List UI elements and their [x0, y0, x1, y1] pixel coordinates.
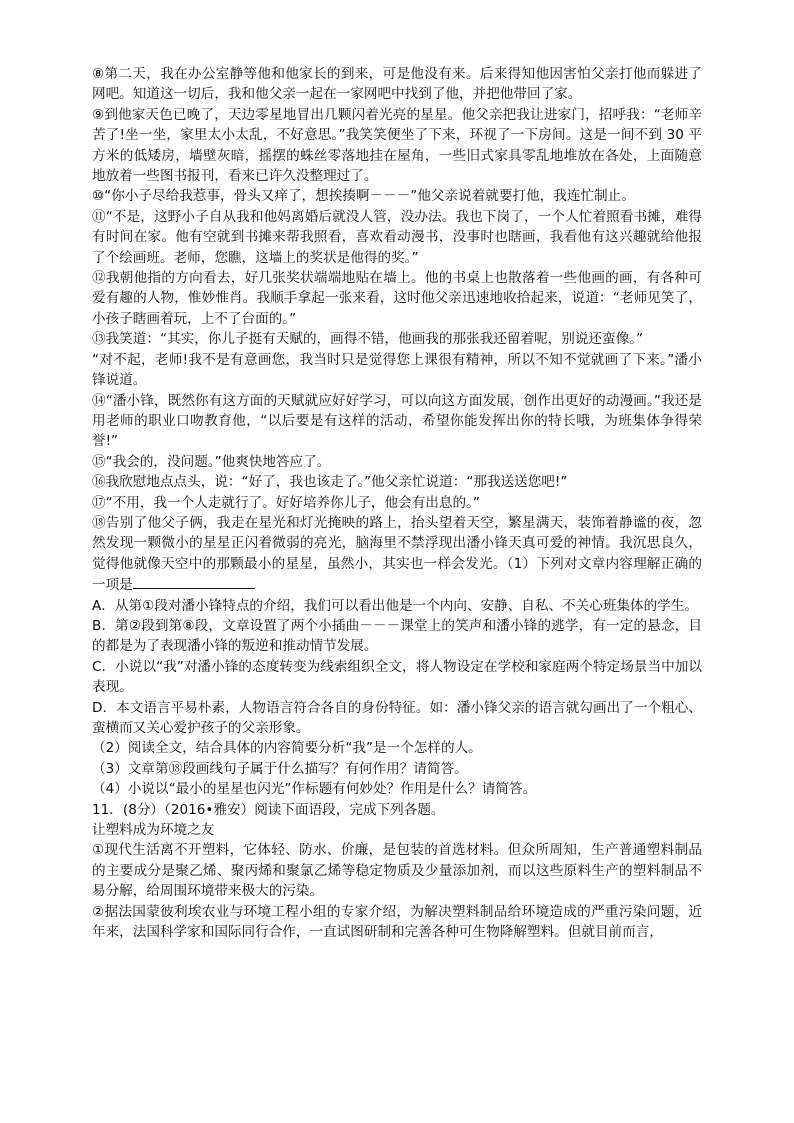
question-11-header: 11．(8分）（2016•雅安）阅读下面语段，完成下列各题。 [92, 801, 445, 818]
passage-paragraph-2: ②据法国蒙彼利埃农业与环境工程小组的专家介绍，为解决塑料制品给环境造成的严重污染问题，近年来，法国科学家和国际同行合作，一直试图研制和完善各种可生物降解塑料。但就目前而言， [92, 903, 702, 941]
option-d: D．本文语言平易朴素，人物语言符合各自的身份特征。如：潘小锋父亲的语言就勾画出了一个粗心、蛮横而又关心爱护孩子的父亲形象。 [92, 699, 702, 736]
paragraph-16: ⑯我欣慰地点点头，说：“好了，我也该走了。”他父亲忙说道：“那我送送您吧!” [92, 474, 568, 491]
paragraph-14: ⑭“潘小锋，既然你有这方面的天赋就应好好学习，可以向这方面发展，创作出更好的动漫画。”我还是用老师的职业口吻教育他，“以后要是有这样的活动，希望你能发挥出你的特长哦，为班集体争得荣誉!” [92, 392, 702, 450]
paragraph-12: ⑫我朝他指的方向看去，好几张奖状端端地贴在墙上。他的书桌上也散落着一些他画的画，有各种可爱有趣的人物，惟妙惟肖。我顺手拿起一张来看，这时他父亲迅速地收拾起来，说道：“老师见笑了，小孩子瞎画着玩，上不了台面的。” [92, 270, 702, 327]
option-c: C．小说以“我”对潘小锋的态度转变为线索组织全文，将人物设定在学校和家庭两个特定场景当中加以表现。 [92, 658, 702, 696]
question-4: （4）小说以“最小的星星也闪光”作标题有何妙处？作用是什么？请简答。 [92, 781, 537, 798]
paragraph-10: ⑩“你小子尽给我惹事，骨头又痒了，想挨揍啊－－－”他父亲说着就要打他，我连忙制止。 [92, 188, 635, 205]
paragraph-15: ⑮“我会的，没问题。”他爽快地答应了。 [92, 453, 331, 470]
option-b: B．第②段到第⑧段，文章设置了两个小插曲－－－课堂上的笑声和潘小锋的逃学，有一定的悬念，目的都是为了表现潘小锋的叛逆和推动情节发展。 [92, 617, 702, 655]
paragraph-13: ⑬我笑道：“其实，你儿子挺有天赋的，画得不错，他画我的那张我还留着呢，别说还蛮像。” [92, 331, 644, 348]
paragraph-18-with-question-1 [92, 513, 702, 596]
paragraph-18-text: ⑱告别了他父子俩，我走在星光和灯光掩映的路上，抬头望着天空，繁星满天，装饰着静谧的夜，忽然发现一颗微小的星星正闪着微弱的亮光，脑海里不禁浮现出潘小锋天真可爱的神情。我沉思良久，觉得他就像天空中的那颗最小的星星，虽然小，其实也一样会发光。（1）下列对文章内容理解正确的一项是 [92, 514, 702, 594]
option-a: A．从第①段对潘小锋特点的介绍，我们可以看出他是一个内向、安静、自私、不关心班集体的学生。 [92, 597, 699, 614]
paragraph-8: ⑧第二天，我在办公室静等他和他家长的到来，可是他没有来。后来得知他因害怕父亲打他而躲进了网吧。知道这一切后，我和他父亲一起在一家网吧中找到了他，并把他带回了家。 [92, 66, 702, 103]
paragraph-9: ⑨到他家天色已晚了，天边零星地冒出几颗闪着光亮的星星。他父亲把我让进家门，招呼我：“老师辛苦了!坐一坐，家里太小太乱，不好意思。”我笑笑便坐了下来，环视了一下房间。这是一间不到 30 平方米的低矮房，墙壁灰暗，摇摆的蛛丝零落地挂在屋角，一些旧式家具零乱地堆放在各处，上面随意地放着一些图书报刊，看来已许久没整理过了。 [92, 106, 702, 185]
answer-blank[interactable] [133, 574, 255, 589]
question-3: （3）文章第⑱段画线句子属于什么描写？有何作用？请简答。 [92, 760, 468, 777]
question-2: （2）阅读全文，结合具体的内容简要分析“我”是一个怎样的人。 [92, 740, 482, 757]
paragraph-13-reply: “对不起，老师!我不是有意画您，我当时只是觉得您上课很有精神，所以不知不觉就画了下来。”潘小锋说道。 [92, 351, 702, 389]
paragraph-11: ⑪“不是，这野小子自从我和他妈离婚后就没人管，没办法。我也下岗了，一个人忙着照看书摊，难得有时间在家。他有空就到书摊来帮我照看，喜欢看动漫书，没事时也瞎画，我看他有这兴趣就给他报了个绘画班。老师，您瞧，这墙上的奖状是他得的奖。” [92, 208, 702, 266]
passage-paragraph-1: ①现代生活离不开塑料，它体轻、防水、价廉，是包装的首选材料。但众所周知，生产普通塑料制品的主要成分是聚乙烯、聚丙烯和聚氯乙烯等稳定物质及少量添加剂，而以这些原料生产的塑料制品不易分解，给周围环境带来极大的污染。 [92, 842, 702, 900]
paragraph-17: ⑰“不用，我一个人走就行了。好好培养你儿子，他会有出息的。” [92, 494, 480, 511]
passage-title: 让塑料成为环境之友 [92, 822, 215, 839]
